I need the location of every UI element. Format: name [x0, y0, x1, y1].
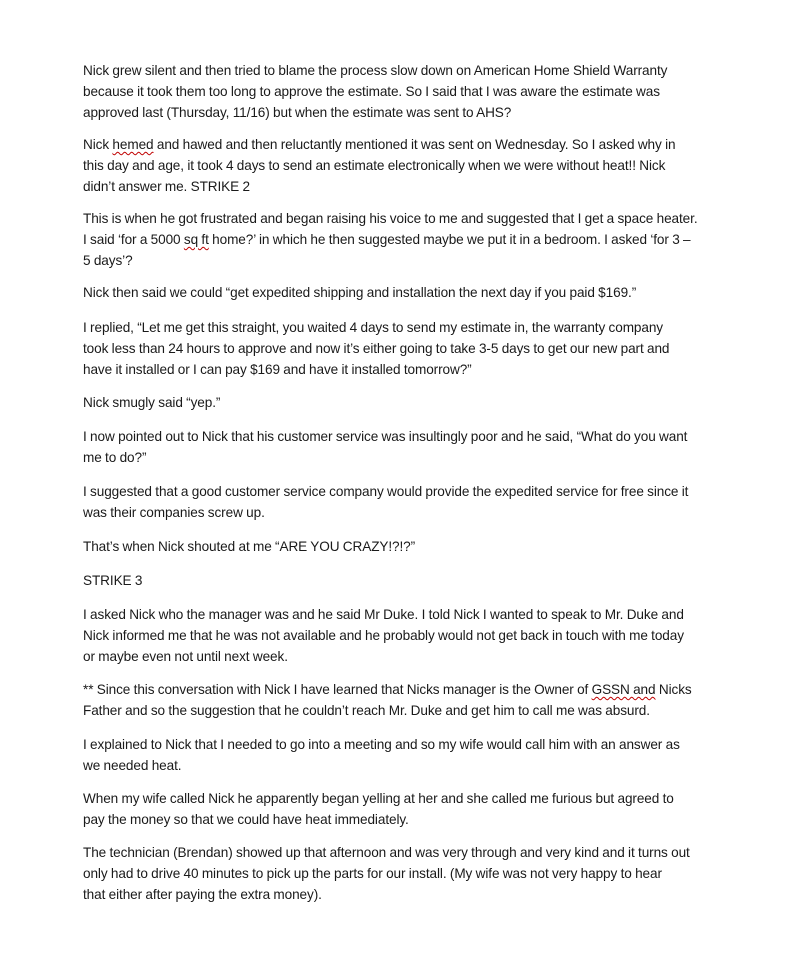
spellcheck-flagged-word: hemed	[112, 137, 154, 152]
paragraph-line: I suggested that a good customer service company would provide the expedited service for free since it	[83, 484, 689, 499]
paragraph-line: because it took them too long to approve the estimate. So I said that I was aware the estimate was	[83, 84, 660, 100]
paragraph-line: Nick hemed and hawed and then reluctantly mentioned it was sent on Wednesday. So I asked why in	[83, 137, 676, 152]
paragraph-line: approved last (Thursday, 11/16) but when the estimate was sent to AHS?	[83, 105, 512, 121]
paragraph-line: me to do?”	[83, 450, 147, 466]
paragraph-4	[83, 282, 723, 303]
paragraph-line: Father and so the suggestion that he couldn’t reach Mr. Duke and get him to call me was absurd.	[83, 703, 650, 719]
paragraph-10	[83, 570, 723, 591]
paragraph-line: that either after paying the extra money).	[83, 887, 322, 903]
paragraph-line: I now pointed out to Nick that his customer service was insultingly poor and he said, “What do you want	[83, 429, 688, 444]
paragraph-line: ** Since this conversation with Nick I have learned that Nicks manager is the Owner of GSSN and Nicks	[83, 682, 692, 697]
paragraph-14	[83, 788, 723, 830]
paragraph-line: or maybe even not until next week.	[83, 649, 288, 665]
paragraph-line: 5 days’?	[83, 253, 133, 269]
paragraph-line: was their companies screw up.	[83, 505, 265, 521]
paragraph-5	[83, 317, 723, 381]
paragraph-3	[83, 208, 723, 272]
spellcheck-flagged-word: GSSN and	[591, 682, 656, 697]
paragraph-12	[83, 679, 723, 721]
paragraph-line: Nick then said we could “get expedited shipping and installation the next day if you paid $169.”	[83, 285, 637, 300]
paragraph-line: I said ‘for a 5000 sq ft home?’ in which he then suggested maybe we put it in a bedroom. I asked ‘for 3 –	[83, 232, 691, 248]
paragraph-line: This is when he got frustrated and began raising his voice to me and suggested that I get a space heater.	[83, 211, 698, 226]
spellcheck-flagged-word: sq ft	[183, 232, 209, 248]
paragraph-line: STRIKE 3	[83, 573, 143, 588]
paragraph-line: Nick smugly said “yep.”	[83, 395, 221, 410]
paragraph-line: I explained to Nick that I needed to go into a meeting and so my wife would call him with an answer as	[83, 737, 680, 752]
paragraph-9	[83, 536, 723, 557]
paragraph-15	[83, 842, 723, 906]
paragraph-11	[83, 604, 723, 668]
paragraph-line: I replied, “Let me get this straight, you waited 4 days to send my estimate in, the warranty company	[83, 320, 663, 335]
paragraph-13	[83, 734, 723, 776]
paragraph-line: pay the money so that we could have heat immediately.	[83, 812, 409, 828]
paragraph-line: took less than 24 hours to approve and now it’s either going to take 3-5 days to get our new part and	[83, 341, 670, 357]
paragraph-line: only had to drive 40 minutes to pick up the parts for our install. (My wife was not very happy to hear	[83, 866, 662, 882]
paragraph-line: we needed heat.	[83, 758, 182, 774]
paragraph-line: this day and age, it took 4 days to send an estimate electronically when we were without heat!! Nick	[83, 158, 666, 174]
paragraph-line: Nick informed me that he was not available and he probably would not get back in touch with me today	[83, 628, 684, 644]
paragraph-8	[83, 481, 723, 523]
paragraph-line: didn’t answer me. STRIKE 2	[83, 179, 250, 195]
paragraph-line: have it installed or I can pay $169 and have it installed tomorrow?”	[83, 362, 472, 378]
paragraph-line: That’s when Nick shouted at me “ARE YOU CRAZY!?!?”	[83, 539, 416, 554]
paragraph-line: When my wife called Nick he apparently began yelling at her and she called me furious but agreed to	[83, 791, 674, 806]
paragraph-line: The technician (Brendan) showed up that afternoon and was very through and very kind and it turns out	[83, 845, 690, 860]
paragraph-line: Nick grew silent and then tried to blame the process slow down on American Home Shield Warranty	[83, 63, 668, 78]
paragraph-1	[83, 60, 723, 124]
paragraph-line: I asked Nick who the manager was and he said Mr Duke. I told Nick I wanted to speak to Mr. Duke and	[83, 607, 684, 622]
paragraph-6	[83, 392, 723, 413]
paragraph-7	[83, 426, 723, 468]
paragraph-2	[83, 134, 723, 198]
